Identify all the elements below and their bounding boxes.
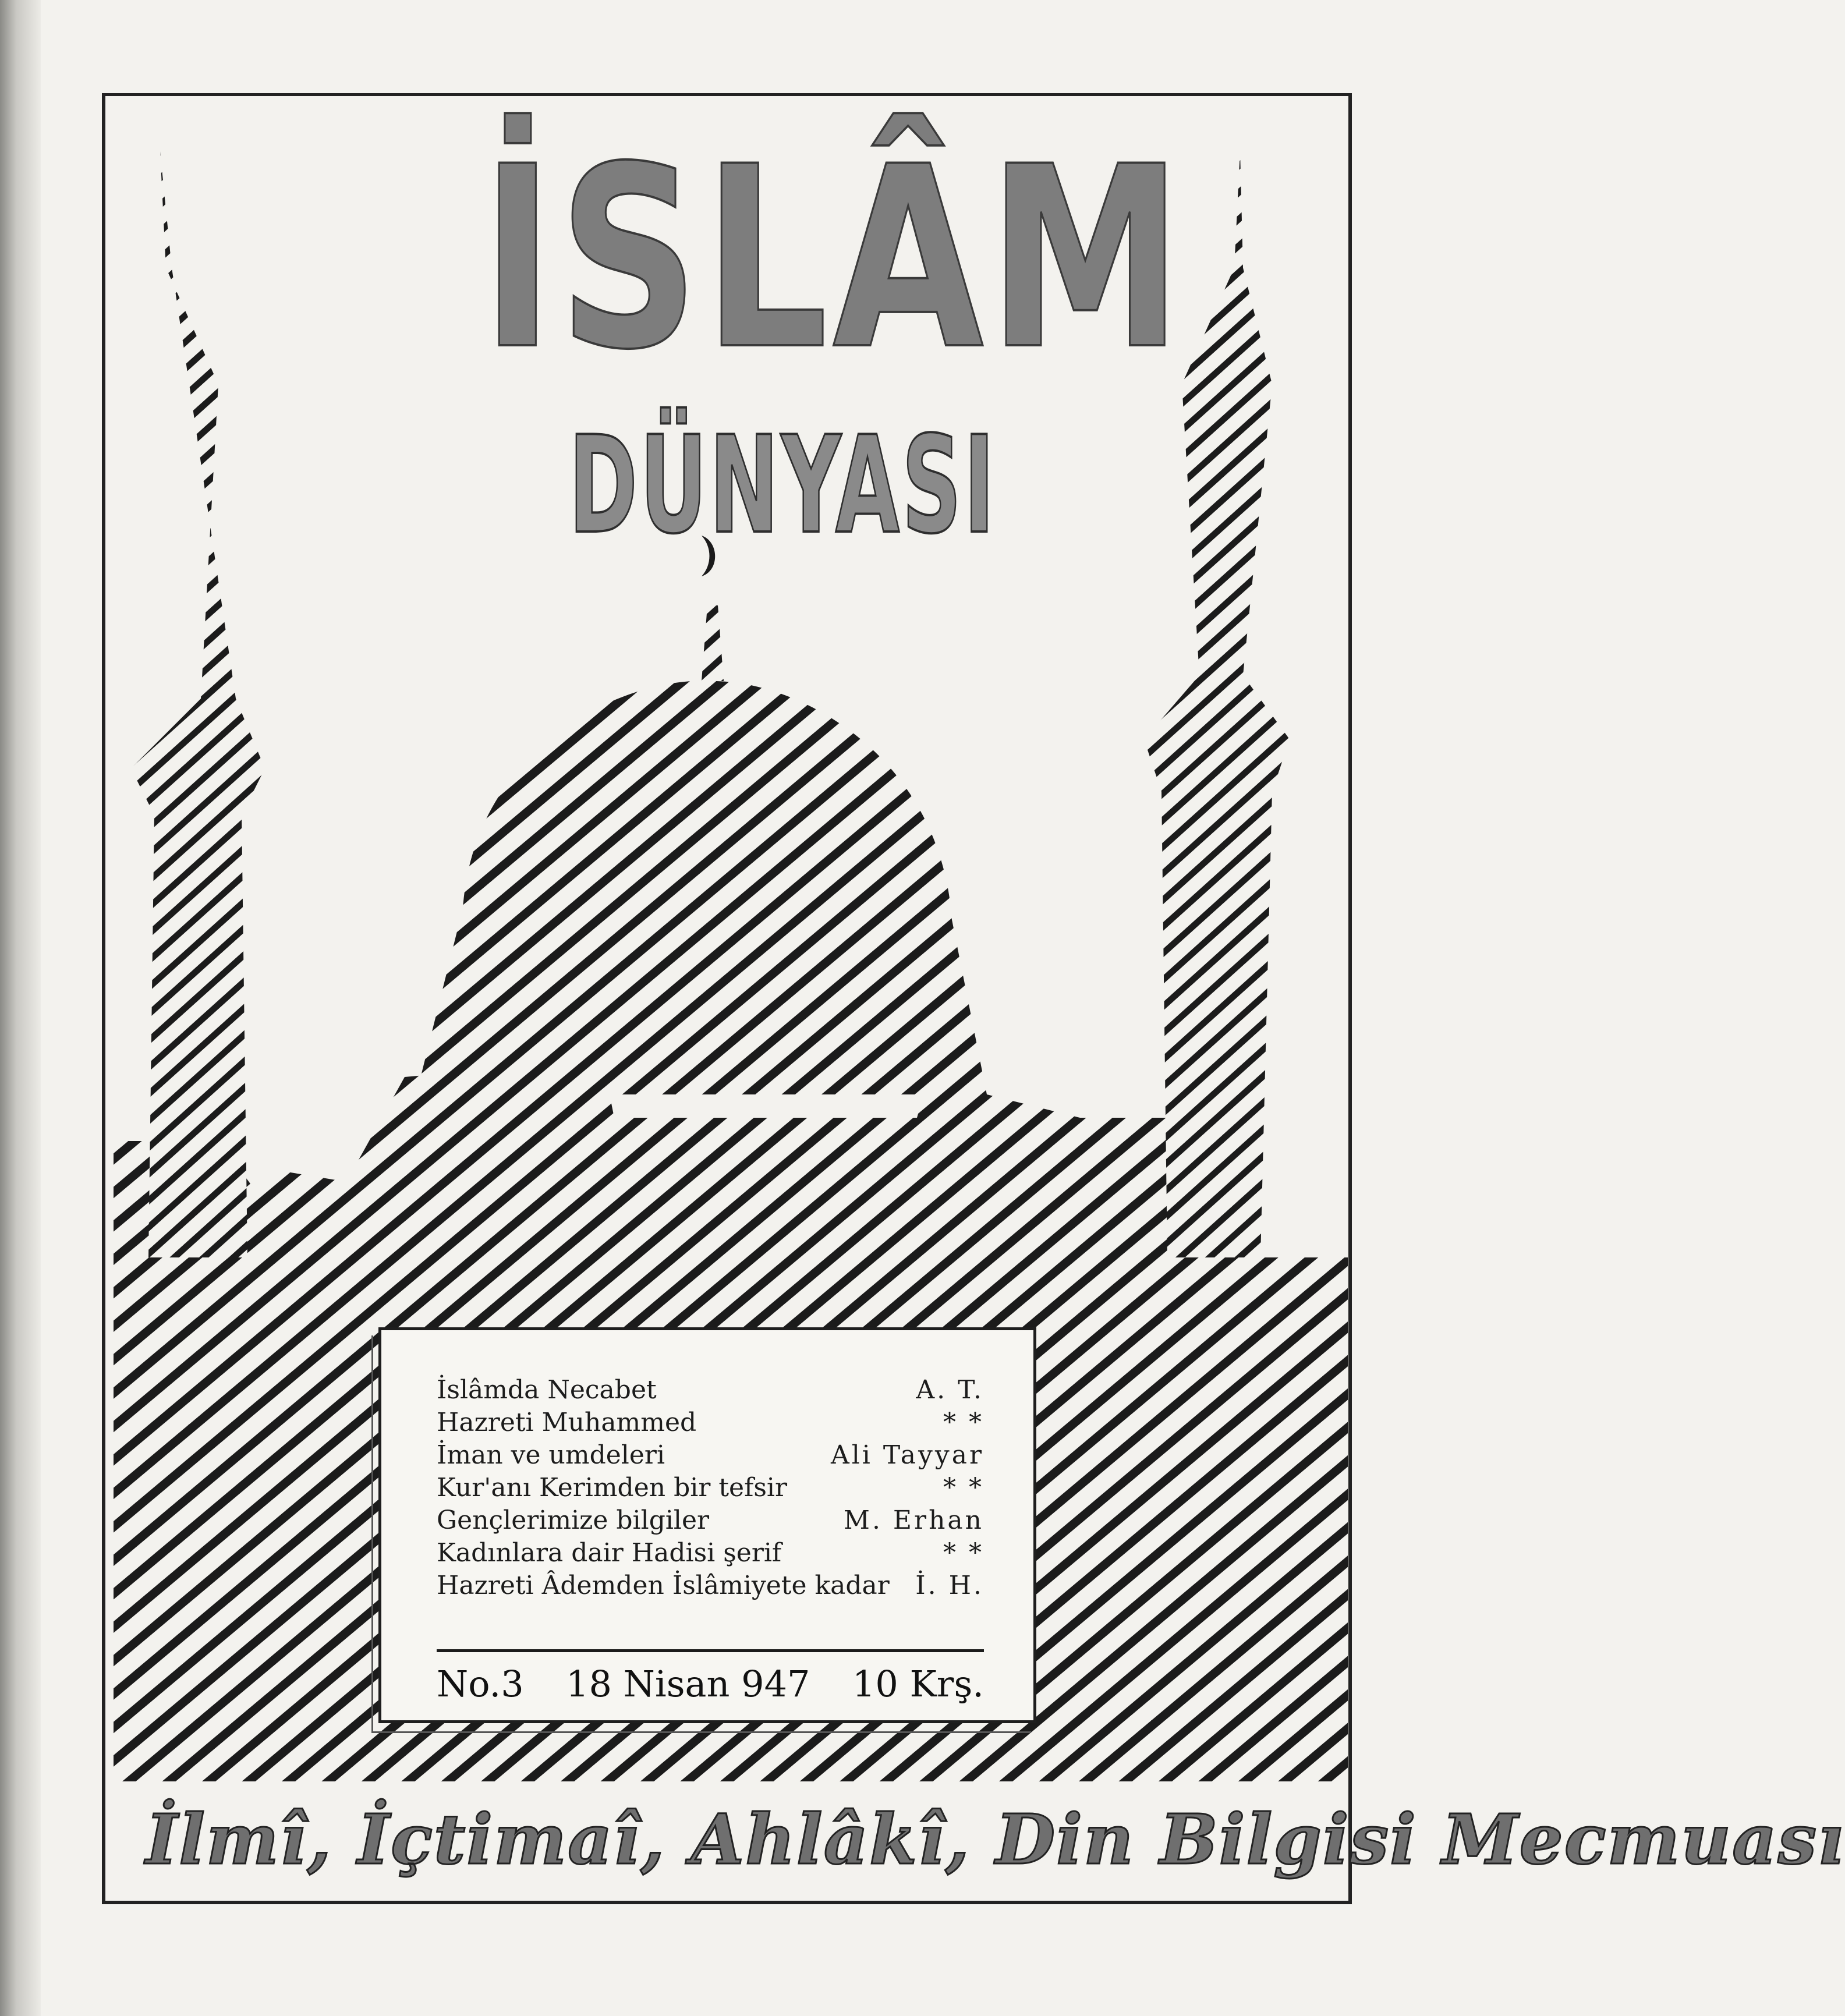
contents-entry <box>437 1472 984 1504</box>
entry-author: Ali Tayyar <box>830 1440 984 1470</box>
contents-entry <box>437 1569 984 1602</box>
contents-divider <box>437 1649 984 1652</box>
contents-entry <box>437 1374 984 1406</box>
contents-list <box>437 1374 984 1602</box>
entry-title: İman ve umdeleri <box>437 1440 665 1470</box>
entry-author: A. T. <box>916 1375 984 1405</box>
contents-entry <box>437 1439 984 1472</box>
entry-title: Hazreti Âdemden İslâmiyete kadar <box>437 1571 890 1600</box>
entry-title: Hazreti Muhammed <box>437 1408 697 1437</box>
entry-title: Kur'anı Kerimden bir tefsir <box>437 1473 788 1503</box>
entry-title: Kadınlara dair Hadisi şerif <box>437 1538 782 1568</box>
entry-title: İslâmda Necabet <box>437 1375 657 1405</box>
entry-author: İ. H. <box>915 1571 984 1600</box>
scan-edge-shadow <box>0 0 41 2016</box>
contents-entry <box>437 1406 984 1439</box>
entry-author: * * <box>943 1408 984 1437</box>
issue-date: 18 Nisan 947 <box>566 1663 810 1705</box>
masthead-title: İSLÂM <box>481 114 1187 405</box>
entry-title: Gençlerimize bilgiler <box>437 1505 710 1535</box>
issue-number: No.3 <box>437 1663 524 1705</box>
entry-author: * * <box>943 1538 984 1568</box>
issue-price: 10 Krş. <box>852 1663 984 1705</box>
entry-author: M. Erhan <box>843 1505 984 1535</box>
contents-entry <box>437 1537 984 1569</box>
contents-box <box>378 1327 1036 1723</box>
entry-author: * * <box>943 1473 984 1503</box>
magazine-tagline: İlmî, İçtimaî, Ahlâkî, Din Bilgisi Mecmuası <box>146 1799 1845 1880</box>
contents-entry <box>437 1504 984 1537</box>
masthead-subtitle: DÜNYASI <box>568 408 997 564</box>
issue-info <box>437 1661 984 1707</box>
